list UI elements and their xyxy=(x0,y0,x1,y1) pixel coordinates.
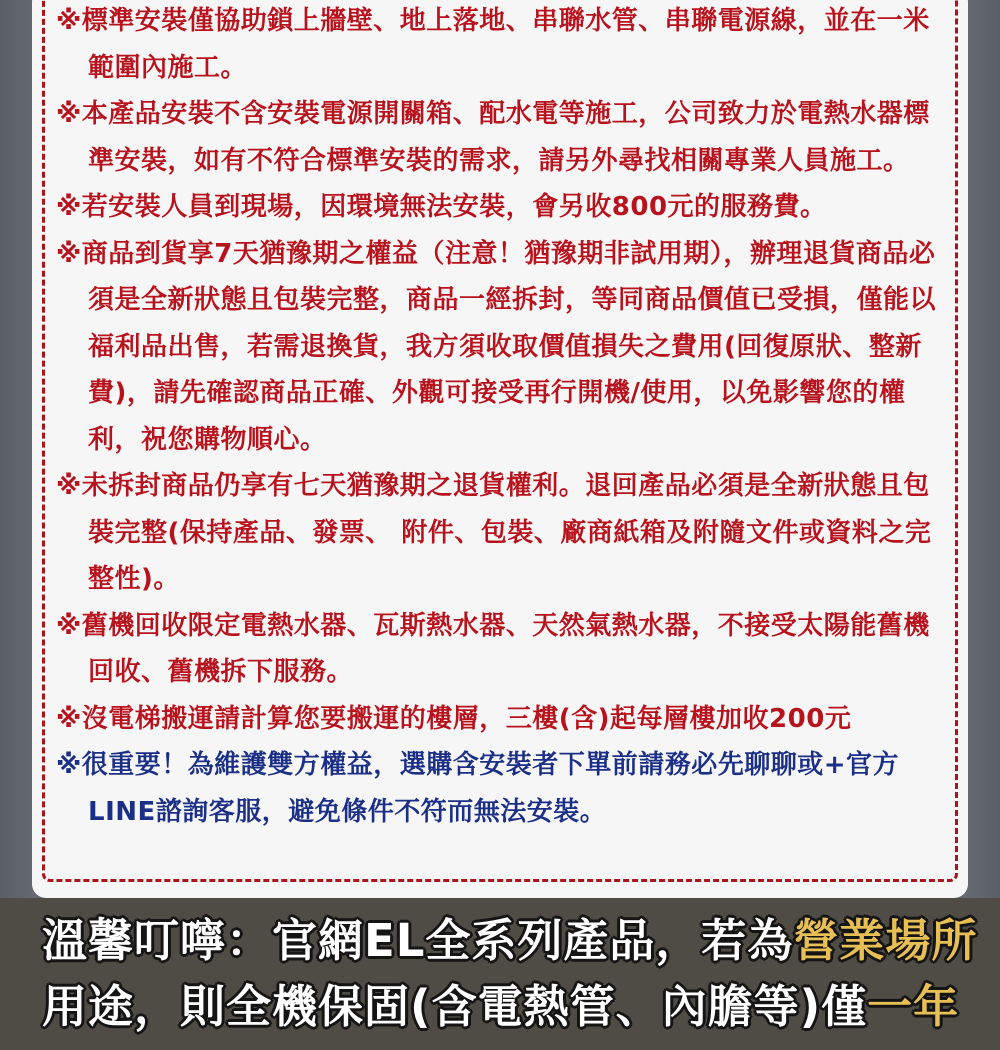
note-item: ※舊機回收限定電熱水器、瓦斯熱水器、天然氣熱水器，不接受太陽能舊機回收、舊機拆下服務。 xyxy=(56,610,930,687)
banner-line-1-text: 溫馨叮嚀：官網EL全系列產品，若為 xyxy=(42,914,794,967)
banner-line-1 xyxy=(42,906,978,976)
note-item: ※本產品安裝不含安裝電源開關箱、配水電等施工，公司致力於電熱水器標準安裝，如有不符合標準安裝的需求，請另外尋找相關專業人員施工。 xyxy=(56,99,930,176)
banner-line-2 xyxy=(42,972,972,1042)
notice-list xyxy=(56,0,946,835)
banner-highlight-business: 營業場所 xyxy=(793,914,978,967)
note-item: ※未拆封商品仍享有七天猶豫期之退貨權利。退回產品必須是全新狀態且包裝完整(保持產品、發票、 附件、包裝、廠商紙箱及附隨文件或資料之完整性)。 xyxy=(56,471,932,594)
warranty-banner xyxy=(0,898,1000,1050)
banner-line-2-text: 用途，則全機保固(含電熱管、內膽等)僅 xyxy=(42,980,868,1033)
notice-card xyxy=(32,0,968,898)
note-item: ※商品到貨享7天猶豫期之權益（注意！猶豫期非試用期），辦理退貨商品必須是全新狀態且包裝完整，商品一經拆封，等同商品價值已受損，僅能以福利品出售，若需退換貨，我方須收取價值損失之費用(回復原狀、整新費)，請先確認商品正確、外觀可接受再行開機/使用，以免影響您的權利，祝您購物順心。 xyxy=(56,238,937,455)
banner-highlight-one-year: 一年 xyxy=(867,980,960,1033)
note-item: ※若安裝人員到現場，因環境無法安裝，會另收800元的服務費。 xyxy=(56,192,827,222)
note-item-important: ※很重要！為維護雙方權益，選購含安裝者下單前請務必先聊聊或+官方LINE諮詢客服，避免條件不符而無法安裝。 xyxy=(56,750,900,827)
note-item: ※標準安裝僅協助鎖上牆壁、地上落地、串聯水管、串聯電源線，並在一米範圍內施工。 xyxy=(56,6,930,83)
note-item: ※沒電梯搬運請計算您要搬運的樓層，三樓(含)起每層樓加收200元 xyxy=(56,703,852,734)
